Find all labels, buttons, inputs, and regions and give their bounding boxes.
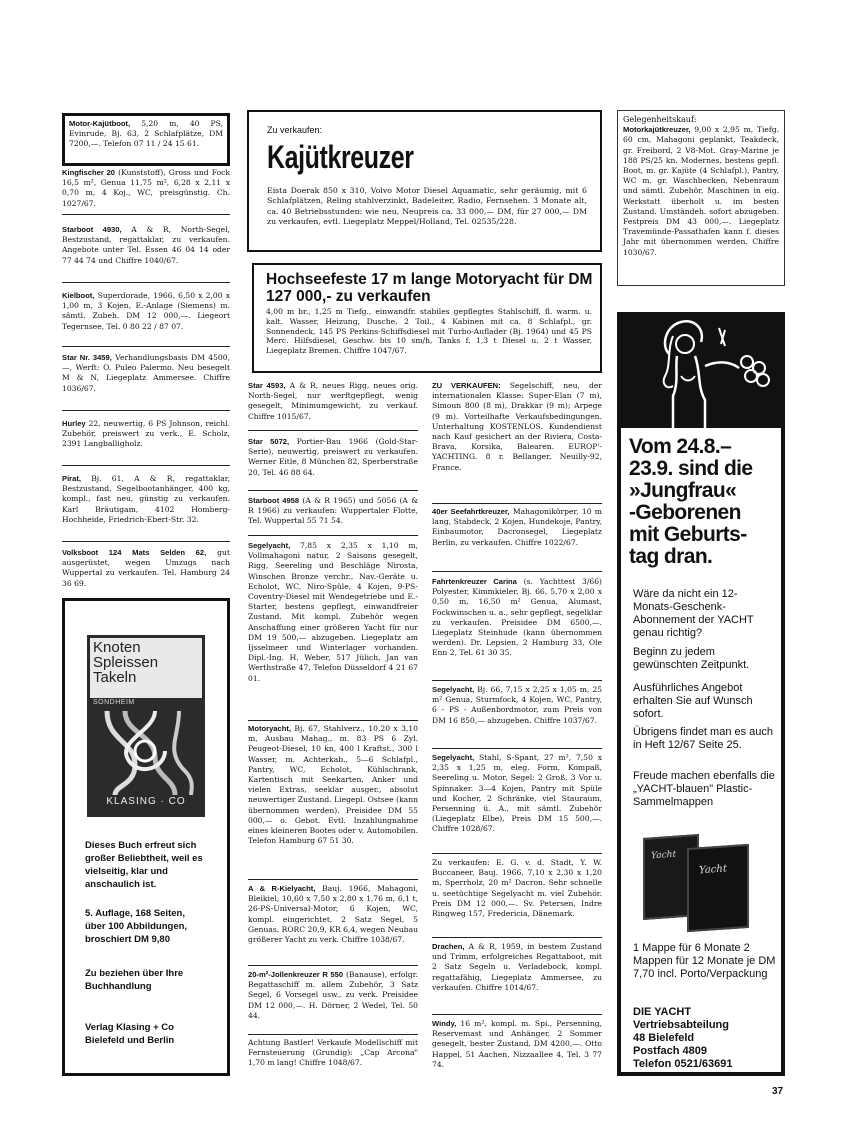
classified-ad: Pirat, Bj. 61, A & R, regattaklar, Bestzustand, Segelbootanhänger, 400 kg, kompl., fast neu, günstig zu verkaufen. Karl Bräutigam, 4102 Homberg-Hochheide, Friedrich-Ebert-Str. 32. <box>62 474 230 524</box>
book-cover-author: SONDHEIM <box>93 699 135 706</box>
promo-offer: Wäre da nicht ein 12-Monats-Geschenk-Abonnement der YACHT genau richtig? <box>633 588 754 639</box>
book-cover-publisher: KLASING · CO <box>106 796 186 807</box>
binder-illustration <box>643 836 763 928</box>
motoryacht-advertisement <box>252 263 602 373</box>
divider <box>62 214 230 215</box>
divider <box>432 853 602 854</box>
classified-ad: Star 4593, A & R, neues Rigg, neues orig. North-Segel, nur werftgepflegt, wenig gesegelt, Minimumgewicht, zu verkauf. Chiffre 1015/67. <box>248 381 419 421</box>
divider <box>432 748 602 749</box>
promo-headline: Vom 24.8.– 23.9. sind die »Jungfrau« -Geborenen mit Geburts- tag dran. <box>629 435 753 568</box>
book-cover-title: Knoten Spleissen Takeln <box>90 638 202 698</box>
classified-ad: Segelyacht, Bj. 66, 7,15 x 2,25 x 1,05 m, 25 m² Genua, Sturmfock, 4 Kojen, WC, Pantry, 6 - PS - Außenbordmotor, zum Preis von DM 16 850,— abzugeben. Chiffre 1037/67. <box>432 685 602 725</box>
classified-ad: Segelyacht, 7,85 x 2,35 x 1,10 m, Vollmahagoni natur, 2 Saisons gesegelt, Rigg, Seereling und Beschläge Nirosta, Winschen Bronze verchr., Nav.-Geräte u. Echolot, WC, Niro-Spüle, 4 Kojen, 9-PS-Coventry-Diesel mit Wendegetriebe und E.-Starter, bestens gepflegt, einwandfreier Zustand. Mit kompl. Zubehör wegen Anschaffung einer größeren Yacht für nur DM 19 500,— abzugeben. Liegeplatz am Ijsselmeer und Winterlager vorhanden. Dipl.-Ing. H. Weber, 517 Jülich, Jan van Werthstraße 47, Telefon Düsseldorf 4 21 67 01. <box>248 541 418 683</box>
classified-ad: 40er Seefahrtkreuzer, Mahagonikörper, 10 m lang, Stabdeck, 2 Kojen, Hundekoje, Pantry, Einbaumotor, Dacronsegel, Liegeplatz Berlin, zu verkaufen. Chiffre 1022/67. <box>432 507 602 547</box>
classified-ad: Starboot 4930, A & R, North-Segel, Bestzustand, regattaklar, zu verkaufen. Angebote unter Tel. Essen 46 04 14 oder 77 44 74 und Chiffre 1040/67. <box>62 225 230 265</box>
classified-ad: Segelyacht, Stahl, S-Spant, 27 m², 7,50 x 2,35 x 1,25 m, eleg. Form, Kompaß, Seereling u. Motor, Segel: 2 Groß, 3 Vor u. Spinnaker. 3—4 Kojen, Pantry mit Spüle und Kocher, 2 Schränke, viel Stauraum, Persenning ü. A., mit sämtl. Zubehör (Liegeplatz Elbe), Preis DM 15 500,—. Chiffre 1028/67. <box>432 753 602 834</box>
classified-ad: Volksboot 124 Mats Selden 62, gut ausgerüstet, wegen Umzugs nach Wuppertal zu verkaufen. Tel. Hamburg 24 36 69. <box>62 548 230 588</box>
motor-kajuetboot-box <box>62 113 230 166</box>
kajuet-headline: Kajütkreuzer <box>267 139 414 175</box>
classified-ad: Star 5072, Portier-Bau 1966 (Gold-Star-Serie), neuwertig, preiswert zu verkaufen. Werner Eitle, 8 München 82, Sperberstraße 20, Tel. 46 88 64. <box>248 437 418 477</box>
classified-ad: Motoryacht, Bj. 67, Stahlverz., 10,20 x 3,10 m, Ausbau Mahag., m. 83 PS 6 Zyl. Peugeot-Diesel, 10 kn, 400 l Kraftst., 300 l Wasser, m. Achterkab., 5—6 Schlafpl., Pantry, WC, Echolot, Kühlschrank, Kartentisch mit Seekarten, Anker und vielen Extras, seeklar ausger., absolut neuwertiger Zustand. Liegepl. Ostsee (kann übernommen werden). Preisidee DM 55 000,— o. Gebot. Evtl. Inzahlungnahme eines kleineren Bootes oder v. Automobilen. Telefon Hamburg 67 51 30. <box>248 724 418 846</box>
rope-knot-illustration <box>95 711 199 795</box>
promo-start: Beginn zu jedem gewünschten Zeitpunkt. <box>633 646 750 671</box>
classified-ad: Gelegenheitskauf: Motorkajütkreuzer, 9,00 x 2,95 m, Tiefg. 60 cm, Mahagoni geplankt, Teakdeck, gr. Freibord, 2 V8-Mot. Gray-Marine je 188 PS/25 kn. Modernes, bestens gepfl. Boot, m. gr. Kajüte (4 Schlafpl.), Pantry, WC m. gr. Waschbecken, Nebenraum und sämtl. Zubehör, Maschinen in eig. Werkstatt überholt u. im besten Zustand. Umständeh. sofort abzugeben. Festpreis DM 43 000,—. Liegeplatz Travemünde-Passathafen kann f. dieses Jahr mit übernommen werden. Chiffre 1030/67. <box>623 115 779 257</box>
classified-ad: A & R-Kielyacht, Bauj. 1966, Mahagoni, Bleikiel, 10,60 x 7,50 x 2,80 x 1,76 m, 6,1 t, 26-PS-Universal-Motor, 6 Kojen, WC, kompl. eingerichtet, 2 Satz Segel, 5 Genuas, RORC 20,9, KR 6,4, wegen Neubau größerer Yacht zu verk. Chiffre 1038/67. <box>248 884 418 945</box>
divider <box>62 465 230 466</box>
divider <box>432 680 602 681</box>
promo-reference: Übrigens findet man es auch in Heft 12/67 Seite 25. <box>633 726 774 751</box>
page-number: 37 <box>772 1086 784 1097</box>
classified-ad: Motor-Kajütboot, 5,20 m, 40 PS, Evinrude, Bj. 63, 2 Schlafplätze, DM 7200,—. Telefon 07 11 / 24 15 61. <box>69 119 223 149</box>
virgo-illustration <box>621 316 781 428</box>
yacht-body: 4,00 m br., 1,25 m Tiefg., einwandfr. stabiles gepflegtes Stahlschiff, fl. warm. u. kalt. Wasser, Heizung, Dusche, 2 Toil., 4 Kabinen mit ca. 8 Schlafpl., gr. Sonnendeck, 145 PS Perkins-Schiffsdiesel mit Turbo-Auflader (Bj. 1964) und 45 PS Merc. Hilfsdiesel, Geschw. bis 10 sm/h, Tanks f. 1,3 t Diesel u. 2 t Wasser, Liegeplatz Bremen. Chiffre 1047/67. <box>266 307 592 356</box>
promo-details: Ausführliches Angebot erhalten Sie auf Wunsch sofort. <box>633 682 753 720</box>
classified-ad: 20-m²-Jollenkreuzer R 550 (Banause), erfolgr. Regattaschiff m. allem Zubehör, 3 Satz Segel, 6 Vorsegel usw., zu verk. Preisidee DM 12 000,—. H. Dörner, 2 Wedel, Tel. 50 44. <box>248 970 419 1020</box>
binder-icon: Yacht <box>687 844 749 932</box>
yacht-headline: Hochseefeste 17 m lange Motoryacht für DM 127 000,- zu verkaufen <box>266 271 593 305</box>
divider <box>248 535 418 536</box>
divider <box>62 346 230 347</box>
kajuetkreuzer-advertisement <box>247 110 602 252</box>
divider <box>432 1014 602 1015</box>
divider <box>248 879 418 880</box>
classified-ad: Zu verkaufen: E. G. v. d. Stadt, Y. W. Buccaneer, Bauj. 1966, 7,10 x 2,30 x 1,20 m, Sperrholz, 20 m² Dacron. Sehr schnelle u. seetüchtige Segelyacht m. viel Zubehör. Preis DM 12 000,—. Sv. Petersen, Indre Ringweg 157, Fredericia, Dänemark. <box>432 858 602 919</box>
promo-binder-prices: 1 Mappe für 6 Monate 2 Mappen für 12 Monate je DM 7,70 incl. Porto/Verpackung <box>633 942 776 980</box>
binder-icon: Yacht <box>643 834 699 920</box>
book-publisher-info: Verlag Klasing + Co Bielefeld und Berlin <box>85 1022 175 1046</box>
jungfrau-subscription-promo <box>617 312 785 1076</box>
book-description: Dieses Buch erfreut sich großer Beliebtheit, weil es vielseitig, klar und anschaulich ist. <box>85 840 203 890</box>
divider <box>248 490 418 491</box>
promo-contact: DIE YACHT Vertriebsabteilung 48 Bielefeld Postfach 4809 Telefon 0521/63691 <box>633 1006 733 1070</box>
divider <box>62 282 230 283</box>
divider <box>248 1034 418 1035</box>
divider <box>248 965 418 966</box>
classified-ad: Achtung Bastler! Verkaufe Modellschiff mit Fernsteuerung (Grundig): „Cap Arcona" 1,70 m lang! Chiffre 1048/67. <box>248 1038 418 1068</box>
book-edition-info: 5. Auflage, 168 Seiten, über 100 Abbildungen, broschiert DM 9,80 <box>85 908 188 945</box>
classified-ad: Kingfischer 20 (Kunststoff), Gross und Fock 16,5 m², Genua 11,75 m², 6,28 x 2,11 x 0,70 m, 4 Koj., WC, preisgünstig. Ch. 1027/67. <box>62 168 230 208</box>
divider <box>248 720 418 721</box>
promo-binders: Freude machen ebenfalls die „YACHT-blauen" Plastic-Sammelmappen <box>633 770 775 808</box>
classified-ad: Hurley 22, neuwertig, 6 PS Johnson, reichl. Zubehör, preiswert zu verk., E. Scholz, 2391 Langballigholz. <box>62 419 230 449</box>
kajuet-body: Eista Doerak 850 x 310, Volvo Motor Diesel Aquamatic, sehr geräumig, mit 6 Schlafplätzen, Reling stahlverzinkt, Badeleiter, Radio, Fernsehen. 3 Monate alt, ca. 40 Betriebsstunden: wie neu, Neupreis ca. 33 000,— DM, für 27 000,— DM zu verkaufen, evtl. Liegeplatz Meppel/Holland, Tel. 02535/228. <box>267 186 587 227</box>
book-availability: Zu beziehen über Ihre Buchhandlung <box>85 968 184 992</box>
divider <box>248 430 418 431</box>
classified-ad: Kielboot, Superdorade, 1966, 6,50 x 2,00 x 1,00 m, 3 Kojen, E.-Anlage (Siemens) m. sämtl. Zubeh. DM 12 000,—. Liegeort Tegernsee, Tel. 0 80 22 / 87 07. <box>62 291 230 331</box>
kajuet-kicker: Zu verkaufen: <box>267 125 323 135</box>
book-cover <box>87 635 205 817</box>
divider <box>62 541 230 542</box>
classified-ad: Windy, 16 m², kompl. m. Spi., Persenning, Reservemast und Anhänger, 2 Sommer gesegelt, bester Zustand, DM 4200,—. Otto Happel, 51 Aachen, Nizzaallee 4, Tel. 3 77 74. <box>432 1019 602 1069</box>
classified-ad: Fahrtenkreuzer Carina (s. Yachttest 3/66) Polyester, Kimmkieler, Bj. 66, 5,70 x 2,00 x 0,50 m, 16,50 m² Genua, Alumast, Fockwinschen u. a., sehr gepflegt, segelklar zu verkaufen. Preisidee DM 6500,—. Liegeplatz Steinhude (kann übernommen werden). Dr. Lepsien, 2 Hamburg 33, Ole Enn 2, Tel. 61 30 35. <box>432 577 603 658</box>
virgo-figure-icon <box>621 316 781 428</box>
classified-ad: Starboot 4958 (A & R 1965) und 5056 (A & R 1966) zu verkaufen: Wuppertaler Flotte, Tel. Wuppertal 55 71 54. <box>248 496 418 526</box>
divider <box>432 503 602 504</box>
classified-ad: ZU VERKAUFEN: Segelschiff, neu, der internationalen Klasse: Super-Elan (7 m), Simoun 800 (8 m), Drakkar (9 m); Arpege (9 m). Vorteilhafte Verkaufsbedingungen. Unterhaltung KOSTENLOS. Kundendienst nach Kauf gesichert an der Riviera, Costa-Brava, Korsika, Balearen. EUROP'-YACHTING. 8 r. Bellanger, Neuilly-92, France. <box>432 381 603 472</box>
divider <box>62 410 230 411</box>
divider <box>432 571 602 572</box>
book-advertisement <box>62 598 230 1076</box>
divider <box>432 937 602 938</box>
classified-ad: Drachen, A & R, 1959, in bestem Zustand und Trimm, erfolgreiches Regattaboot, mit 2 Satz Segeln u. Verladebock, kompl. regattafähig, Liegeplatz Ammersee, zu verkaufen. Chiffre 1014/67. <box>432 942 602 992</box>
gelegenheitskauf-box <box>617 110 785 286</box>
classified-ad: Star Nr. 3459, Verhandlungsbasis DM 4500,—, Werft: O. Puleo Palermo. Neu besegelt M & N, Liegeplatz Ammersee. Chiffre 1036/67. <box>62 353 230 393</box>
